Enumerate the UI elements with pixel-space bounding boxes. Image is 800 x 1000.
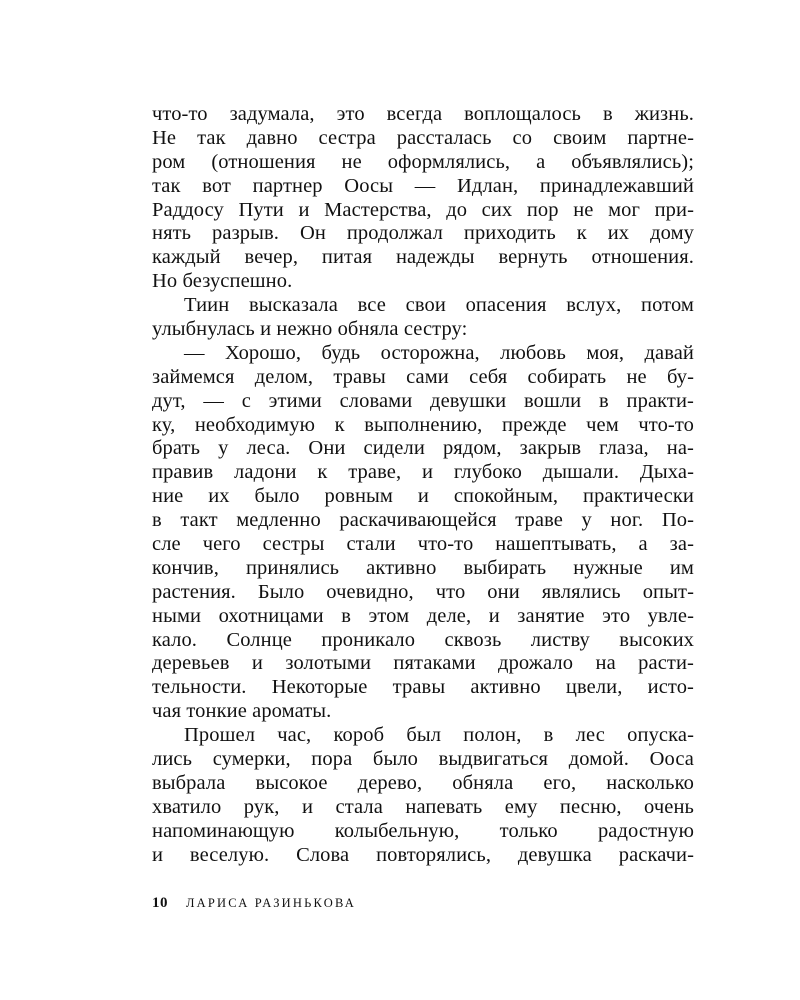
text-line: дут, — с этими словами девушки вошли в практи- [152, 389, 694, 412]
text-line: нять разрыв. Он продолжал приходить к их дому [152, 222, 694, 245]
text-line: выбрала высокое дерево, обняла его, насколько [152, 771, 694, 794]
text-line: займемся делом, травы сами себя собирать не бу- [152, 365, 694, 388]
text-line: Раддосу Пути и Мастерства, до сих пор не мог при- [152, 198, 694, 221]
text-line: что-то задумала, это всегда воплощалось в жизнь. [152, 103, 694, 125]
running-head-author: ЛАРИСА РАЗИНЬКОВА [186, 896, 356, 910]
text-line: растения. Было очевидно, что они являлись опыт- [152, 580, 694, 603]
text-line: напоминающую колыбельную, только радостную [152, 819, 694, 842]
page-footer [152, 895, 356, 915]
text-line: деревьев и золотыми пятаками дрожало на расти- [152, 652, 694, 675]
text-line: Тиин высказала все свои опасения вслух, потом [184, 294, 694, 317]
text-line: Но безуспешно. [152, 270, 293, 293]
text-line: так вот партнер Оосы — Идлан, принадлежавший [152, 174, 694, 197]
text-line: тельности. Некоторые травы активно цвели, исто- [152, 676, 694, 699]
text-line: ние их было ровным и спокойным, практически [152, 485, 694, 508]
text-line: чая тонкие ароматы. [152, 700, 332, 723]
text-line: сле чего сестры стали что-то нашептывать, а за- [152, 533, 694, 556]
text-line: улыбнулась и нежно обняла сестру: [152, 318, 468, 341]
page-number: 10 [152, 895, 168, 911]
text-line: и веселую. Слова повторялись, девушка раскачи- [152, 843, 694, 866]
text-line: в такт медленно раскачивающейся траве у ног. По- [152, 509, 694, 532]
text-line: ными охотницами в этом деле, и занятие это увле- [152, 604, 694, 627]
text-line: кало. Солнце проникало сквозь листву высоких [152, 628, 694, 651]
text-line: каждый вечер, питая надежды вернуть отношения. [152, 246, 694, 269]
text-line: — Хорошо, будь осторожна, любовь моя, давай [184, 341, 694, 364]
text-line: лись сумерки, пора было выдвигаться домой. Ооса [152, 748, 694, 771]
text-line: брать у леса. Они сидели рядом, закрыв глаза, на- [152, 437, 694, 460]
text-line: ку, необходимую к выполнению, прежде чем что-то [152, 413, 694, 436]
text-line: хватило рук, и стала напевать ему песню, очень [152, 795, 694, 818]
text-line: Не так давно сестра рассталась со своим партне- [152, 126, 694, 149]
text-line: Прошел час, короб был полон, в лес опуска- [184, 724, 694, 747]
text-line: правив ладони к траве, и глубоко дышали. Дыха- [152, 461, 694, 484]
text-line: кончив, принялись активно выбирать нужные им [152, 556, 694, 579]
body-text [152, 103, 694, 868]
text-line: ром (отношения не оформлялись, а объявлялись); [152, 150, 694, 173]
